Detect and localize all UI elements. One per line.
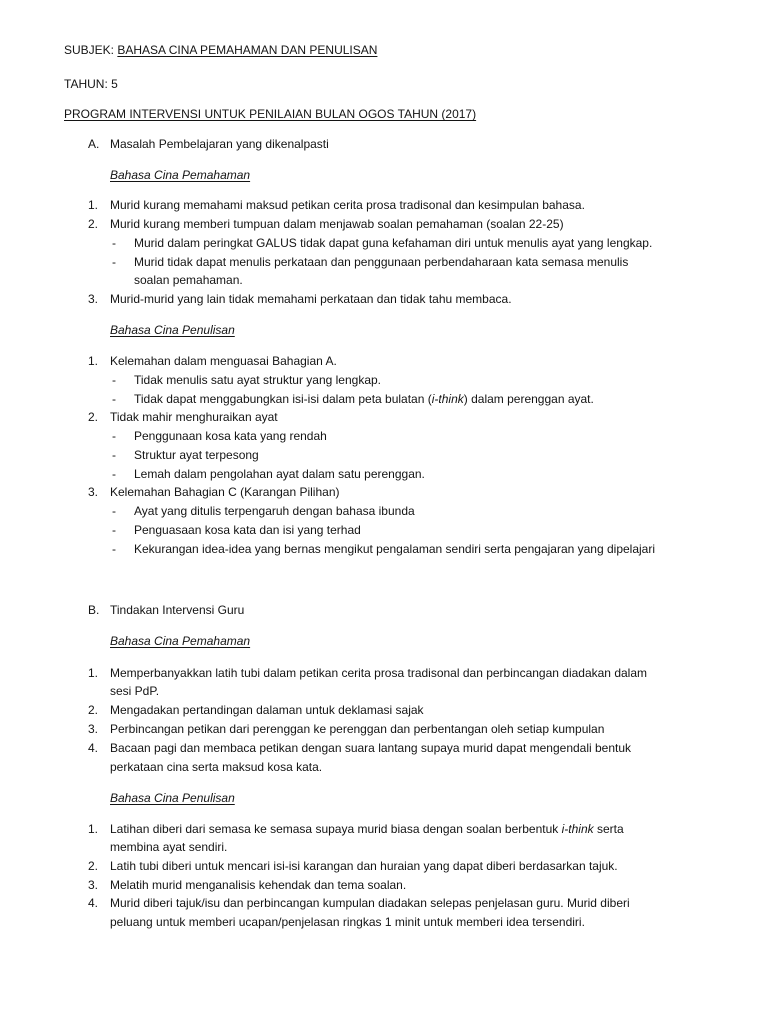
list-item	[88, 484, 339, 500]
item-text: Latih tubi diberi untuk mencari isi-isi karangan dan huraian yang dapat diberi berdasarkan tajuk.	[110, 859, 618, 873]
item-text: Latihan diberi dari semasa ke semasa supaya murid biasa dengan soalan berbentuk	[110, 822, 562, 836]
sub-list-item	[110, 447, 259, 463]
sub-list-item	[110, 391, 594, 407]
sub-list-item	[110, 522, 361, 538]
sub-list-item	[110, 466, 425, 482]
dash-bullet: -	[112, 392, 116, 406]
item-number: 3.	[88, 485, 99, 499]
list-item	[88, 821, 624, 837]
sub-list-item	[110, 254, 628, 270]
subsection-heading: Bahasa Cina Pemahaman	[110, 634, 251, 648]
sub-item-text: Lemah dalam pengolahan ayat dalam satu perenggan.	[134, 467, 425, 481]
i-think-term: i-think	[561, 822, 594, 836]
item-text: Melatih murid menganalisis kehendak dan tema soalan.	[110, 878, 407, 892]
sub-item-text: Penggunaan kosa kata yang rendah	[134, 429, 327, 443]
item-text: serta	[593, 822, 624, 836]
item-continuation: peluang untuk memberi ucapan/penjelasan ringkas 1 minit untuk memberi idea tersendiri.	[110, 915, 585, 929]
list-item	[88, 665, 647, 681]
item-number: 1.	[88, 666, 99, 680]
sub-item-text: Tidak dapat menggabungkan isi-isi dalam peta bulatan (	[134, 392, 432, 406]
subject-line	[64, 42, 377, 58]
item-text: Bacaan pagi dan membaca petikan dengan suara lantang supaya murid dapat mengendali bentuk	[110, 741, 632, 755]
list-item	[88, 409, 278, 425]
item-number: 3.	[88, 722, 99, 736]
list-item	[88, 197, 585, 213]
sub-item-text: Murid dalam peringkat GALUS tidak dapat guna kefahaman diri untuk menulis ayat yang lengkap.	[134, 236, 653, 250]
item-number: 3.	[88, 878, 99, 892]
section-a-title	[88, 136, 329, 152]
list-item	[88, 291, 512, 307]
sub-item-text: Tidak menulis satu ayat struktur yang lengkap.	[134, 373, 382, 387]
sub-item-text: Kekurangan idea-idea yang bernas mengikut pengalaman sendiri serta pengajaran yang dipelajari	[134, 542, 656, 556]
item-continuation: sesi PdP.	[110, 684, 160, 698]
list-item	[88, 895, 630, 911]
dash-bullet: -	[112, 504, 116, 518]
list-item	[88, 353, 337, 369]
sub-item-text: Murid tidak dapat menulis perkataan dan penggunaan perbendaharaan kata semasa menulis	[134, 255, 629, 269]
dash-bullet: -	[112, 523, 116, 537]
i-think-term: i-think	[431, 392, 464, 406]
dash-bullet: -	[112, 255, 116, 269]
sub-list-item	[110, 235, 652, 251]
item-number: 4.	[88, 896, 99, 910]
subject-value: BAHASA CINA PEMAHAMAN DAN PENULISAN	[117, 43, 378, 57]
section-b-title	[88, 602, 244, 618]
list-item	[88, 877, 406, 893]
item-text: Murid kurang memberi tumpuan dalam menjawab soalan pemahaman (soalan 22-25)	[110, 217, 564, 231]
program-title: PROGRAM INTERVENSI UNTUK PENILAIAN BULAN OGOS TAHUN (2017)	[64, 107, 477, 121]
item-text: Murid diberi tajuk/isu dan perbincangan kumpulan diadakan selepas penjelasan guru. Murid diberi	[110, 896, 630, 910]
sub-list-item	[110, 372, 381, 388]
dash-bullet: -	[112, 236, 116, 250]
item-number: 3.	[88, 292, 99, 306]
item-text: Perbincangan petikan dari perenggan ke perenggan dan perbentangan oleh setiap kumpulan	[110, 722, 605, 736]
section-letter: A.	[88, 137, 100, 151]
item-text: Murid-murid yang lain tidak memahami perkataan dan tidak tahu membaca.	[110, 292, 512, 306]
item-number: 2.	[88, 703, 99, 717]
list-item	[88, 702, 424, 718]
section-letter: B.	[88, 603, 100, 617]
list-item	[88, 216, 564, 232]
item-number: 2.	[88, 217, 99, 231]
item-text: Kelemahan dalam menguasai Bahagian A.	[110, 354, 337, 368]
sub-list-item	[110, 428, 327, 444]
item-text: Murid kurang memahami maksud petikan cerita prosa tradisonal dan kesimpulan bahasa.	[110, 198, 585, 212]
list-item	[88, 740, 631, 756]
dash-bullet: -	[112, 448, 116, 462]
item-text: Memperbanyakkan latih tubi dalam petikan cerita prosa tradisonal dan perbincangan diadakan dalam	[110, 666, 647, 680]
sub-item-text: Ayat yang ditulis terpengaruh dengan bahasa ibunda	[134, 504, 415, 518]
sub-list-item	[110, 503, 415, 519]
item-number: 2.	[88, 859, 99, 873]
item-number: 1.	[88, 198, 99, 212]
year-line: TAHUN: 5	[64, 77, 118, 91]
sub-item-text: Penguasaan kosa kata dan isi yang terhad	[134, 523, 361, 537]
sub-list-item	[110, 541, 655, 557]
dash-bullet: -	[112, 467, 116, 481]
subsection-heading: Bahasa Cina Penulisan	[110, 791, 235, 805]
list-item	[88, 858, 618, 874]
subsection-heading: Bahasa Cina Pemahaman	[110, 168, 251, 182]
dash-bullet: -	[112, 542, 116, 556]
dash-bullet: -	[112, 429, 116, 443]
dash-bullet: -	[112, 373, 116, 387]
sub-item-text: ) dalam perenggan ayat.	[463, 392, 594, 406]
item-text: Kelemahan Bahagian C (Karangan Pilihan)	[110, 485, 340, 499]
item-continuation: membina ayat sendiri.	[110, 840, 228, 854]
item-text: Mengadakan pertandingan dalaman untuk deklamasi sajak	[110, 703, 424, 717]
item-number: 2.	[88, 410, 99, 424]
item-continuation: perkataan cina serta maksud kosa kata.	[110, 760, 323, 774]
item-number: 4.	[88, 741, 99, 755]
item-number: 1.	[88, 822, 99, 836]
sub-item-text: Struktur ayat terpesong	[134, 448, 259, 462]
item-number: 1.	[88, 354, 99, 368]
list-item	[88, 721, 604, 737]
section-title-text: Tindakan Intervensi Guru	[110, 603, 245, 617]
section-title-text: Masalah Pembelajaran yang dikenalpasti	[110, 137, 329, 151]
sub-item-continuation: soalan pemahaman.	[134, 273, 243, 287]
item-text: Tidak mahir menghuraikan ayat	[110, 410, 278, 424]
subject-label: SUBJEK:	[64, 43, 115, 57]
subsection-heading: Bahasa Cina Penulisan	[110, 323, 235, 337]
